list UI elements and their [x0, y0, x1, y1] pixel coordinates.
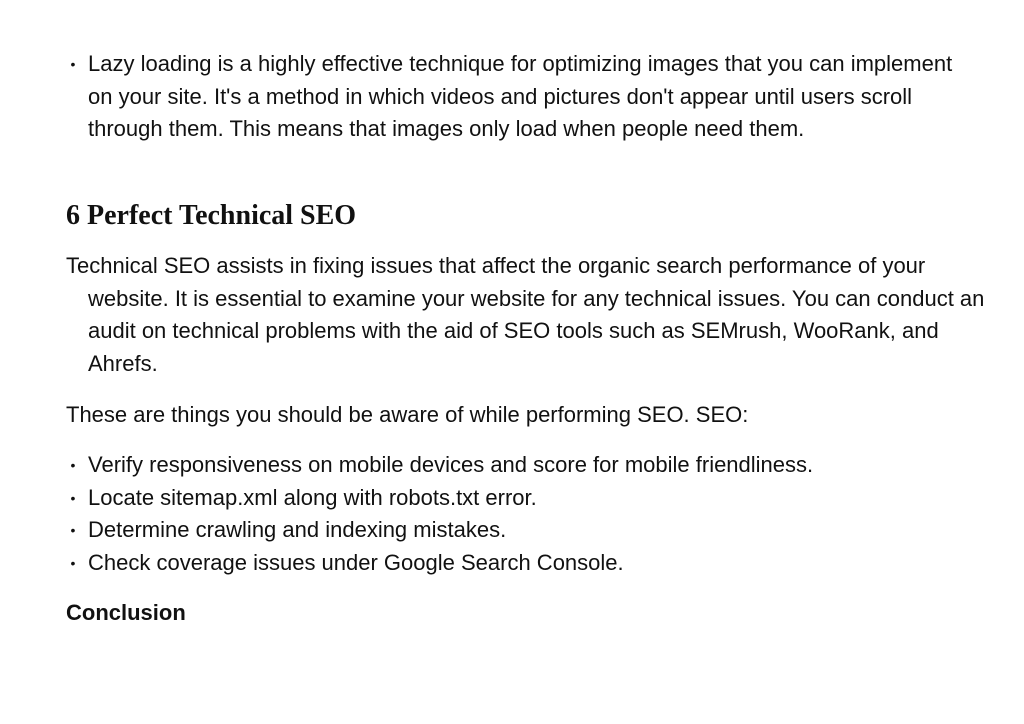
list-item-text: Verify responsiveness on mobile devices and score for mobile friendliness. [88, 452, 814, 477]
conclusion-heading: Conclusion [66, 600, 186, 625]
bullet-icon: • [70, 56, 76, 72]
section-heading: 6 Perfect Technical SEO [66, 200, 357, 231]
list-item-text: Lazy loading is a highly effective technique for optimizing images that you can implement on your site. It's a method in which videos and pictures don't appear until users scroll through them. This means that images only load when people need them. [88, 51, 953, 141]
list-item [0, 48, 1000, 146]
bullet-icon: • [70, 554, 76, 571]
bullet-icon: • [70, 489, 76, 506]
list-item-text: Determine crawling and indexing mistakes. [88, 517, 507, 542]
list-item [0, 449, 1000, 482]
section-paragraph: Technical SEO assists in fixing issues that affect the organic search performance of your website. It is essential to examine your website for any technical issues. You can conduct an audit on technical problems with the aid of SEO tools such as SEMrush, WooRank, and Ahrefs. [66, 253, 985, 376]
bullet-icon: • [70, 457, 76, 473]
list-item [0, 514, 1000, 547]
checks-bullet-list [0, 449, 1000, 579]
intro-bullet-list [0, 48, 1000, 146]
bullet-icon: • [70, 522, 76, 538]
list-item-text: Locate sitemap.xml along with robots.txt error. [88, 484, 537, 510]
checks-intro-text: These are things you should be aware of while performing SEO. SEO: [66, 402, 749, 427]
list-item-text: Check coverage issues under Google Search Console. [88, 549, 624, 575]
list-item [0, 482, 1000, 515]
list-item [0, 547, 1000, 580]
